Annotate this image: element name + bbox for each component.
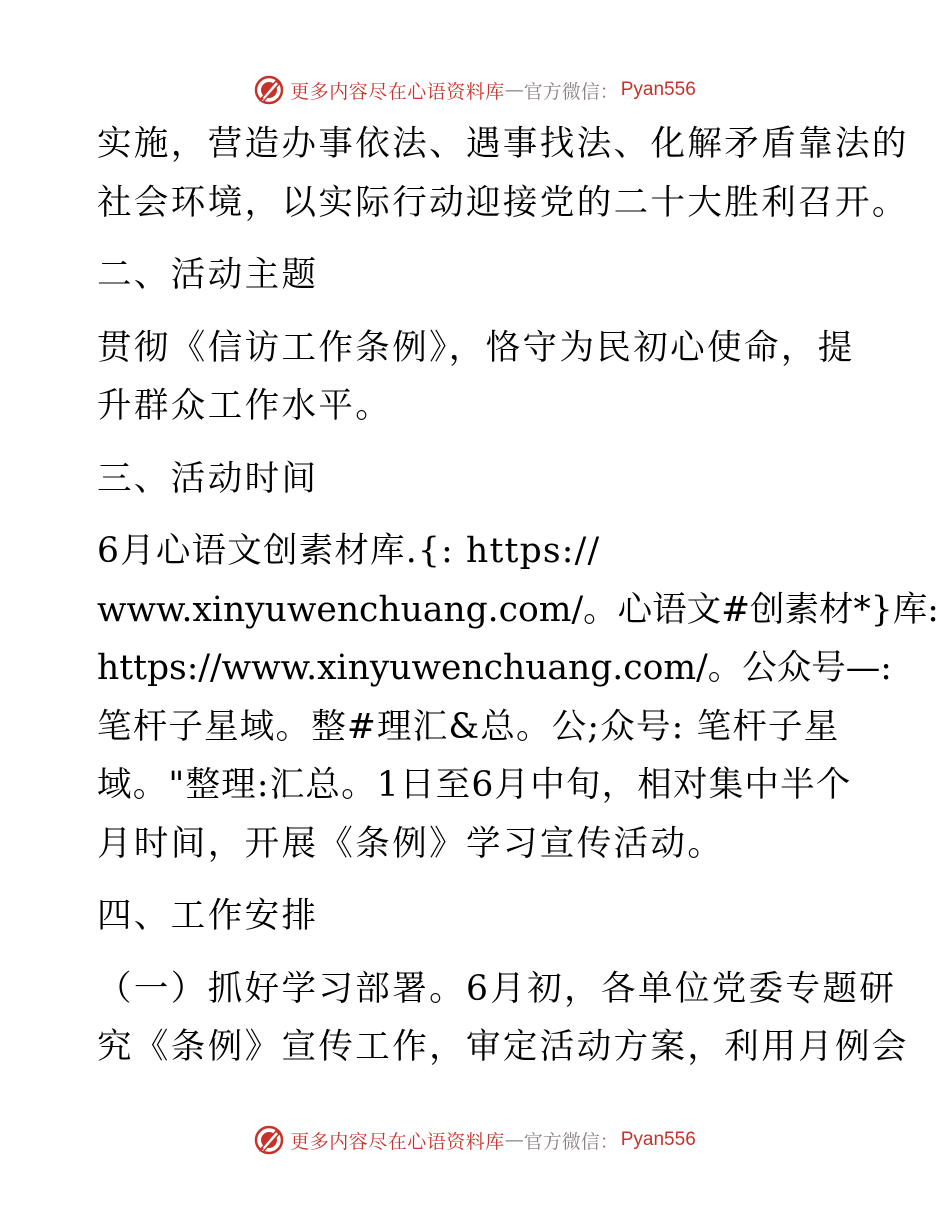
section-heading: 二、活动主题 [97,255,319,295]
body-line: https://www.xinyuwenchuang.com/。公众号—: [97,648,892,688]
body-line: （一）抓好学习部署。6月初，各单位党委专题研 [97,968,897,1009]
watermark-suffix: 官方微信： [523,1130,619,1153]
document-body [97,115,939,1077]
pen-logo-icon [254,1125,284,1155]
body-line: 社会环境，以实际行动迎接党的二十大胜利召开。 [97,182,909,223]
body-line: 究《条例》宣传工作，审定活动方案，利用月例会 [97,1027,909,1067]
watermark-banner-bottom [0,1120,950,1160]
watermark-wechat-id: Pyan556 [620,79,696,100]
watermark-dash: — [504,1129,524,1151]
body-line: 6月心语文创素材库.{: https:// [97,531,601,571]
watermark-main-text: 更多内容尽在心语资料库 [290,80,505,103]
body-line: 实施，营造办事依法、遇事找法、化解矛盾靠法的 [97,124,909,164]
body-line: 月时间，开展《条例》学习宣传活动。 [97,823,725,864]
body-line: 域。"整理:汇总。1日至6月中旬，相对集中半个 [97,765,852,805]
watermark-main-text: 更多内容尽在心语资料库 [290,1130,505,1153]
body-line: www.xinyuwenchuang.com/。心语文#创素材*}库: [97,589,939,630]
section-heading: 三、活动时间 [97,458,319,499]
body-line: 贯彻《信访工作条例》，恪守为民初心使命，提 [97,327,855,368]
watermark-dash: — [504,79,524,101]
pen-logo-icon [254,75,284,105]
body-line: 升群众工作水平。 [97,386,393,426]
watermark-suffix: 官方微信： [523,80,619,103]
watermark-banner-top [0,70,950,110]
section-heading: 四、工作安排 [97,896,319,936]
watermark-wechat-id: Pyan556 [620,1129,696,1150]
body-line: 笔杆子星域。整#理汇&总。公;众号: 笔杆子星 [97,706,840,747]
